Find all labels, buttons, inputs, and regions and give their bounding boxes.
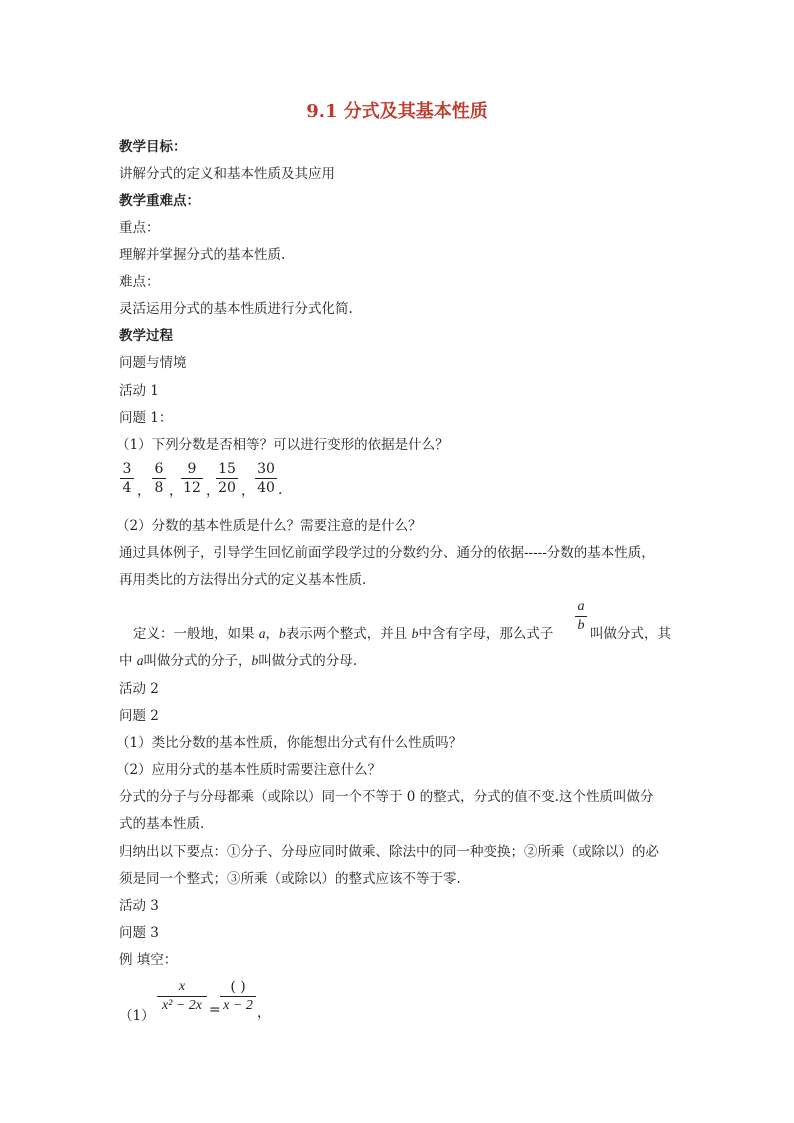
key-label: 重点： <box>119 220 160 236</box>
fraction-numerator: 9 <box>187 461 197 477</box>
variable-b: b <box>251 653 259 668</box>
fraction-2 <box>152 460 166 497</box>
question-2-label: 问题 2 <box>119 708 159 724</box>
definition-line-2 <box>119 649 357 669</box>
fraction-denominator: x² − 2x <box>161 998 203 1013</box>
definition-line-2-suffix: 叫做分式的分母. <box>258 653 358 669</box>
fraction-3 <box>181 460 203 497</box>
page-title: 9.1 分式及其基本性质 <box>306 101 488 122</box>
question-2-part-2: （2）应用分式的基本性质时需要注意什么？ <box>116 762 382 778</box>
question-1-label: 问题 1： <box>119 410 173 426</box>
variable-a: a <box>136 653 144 668</box>
fraction-separator: ， <box>206 483 220 499</box>
definition-line-2-middle: 叫做分式的分子， <box>143 653 252 669</box>
explanation-line-2: 再用类比的方法得出分式的定义基本性质. <box>119 572 367 588</box>
fraction-denominator: x − 2 <box>223 998 253 1013</box>
question-3-label: 问题 3 <box>119 925 159 941</box>
example-1-lhs-fraction <box>157 978 207 1015</box>
definition-middle: 表示两个整式，并且 <box>285 626 412 642</box>
fraction-denominator: 4 <box>122 480 132 496</box>
definition-suffix: 叫做分式，其 <box>590 626 671 642</box>
fraction-numerator: 3 <box>122 461 132 477</box>
question-1-part-2: （2）分数的基本性质是什么？需要注意的是什么？ <box>116 518 422 534</box>
definition-fraction <box>575 598 587 635</box>
question-2-part-1: （1）类比分数的基本性质，你能想出分式有什么性质吗？ <box>116 735 463 751</box>
key-text: 理解并掌握分式的基本性质. <box>119 247 286 263</box>
activity-2-label: 活动 2 <box>119 681 159 697</box>
fraction-numerator: ( ) <box>230 979 246 995</box>
fraction-numerator: 30 <box>257 461 275 477</box>
fraction-denominator: 20 <box>218 480 236 496</box>
explanation-line-1: 通过具体例子，引导学生回忆前面学段学过的分数约分、通分的依据-----分数的基本性质， <box>119 545 655 561</box>
activity-3-label: 活动 3 <box>119 898 159 914</box>
objectives-heading: 教学目标： <box>119 139 187 155</box>
fraction-numerator: 15 <box>218 461 236 477</box>
difficult-text: 灵活运用分式的基本性质进行分式化简. <box>119 301 353 317</box>
example-label: 例 填空： <box>119 952 178 968</box>
fraction-numerator: a <box>577 599 585 614</box>
activity-1-label: 活动 1 <box>119 383 159 399</box>
fraction-1 <box>120 460 134 497</box>
example-1-end: ， <box>257 1005 271 1021</box>
definition-line-2-prefix: 中 <box>119 653 137 669</box>
variable-b: b <box>279 626 286 641</box>
definition-comma: ， <box>265 626 280 642</box>
scenario-label: 问题与情境 <box>119 355 187 371</box>
variable-b: b <box>411 626 419 641</box>
fraction-denominator: 12 <box>183 480 201 496</box>
fraction-5 <box>255 460 277 497</box>
fraction-numerator: 6 <box>154 461 164 477</box>
property-line-2: 式的基本性质. <box>119 816 205 832</box>
fraction-4 <box>216 460 238 497</box>
variable-a: a <box>258 626 266 641</box>
fraction-numerator: x <box>178 979 186 994</box>
definition-prefix: 定义：一般地，如果 <box>133 626 259 642</box>
example-1-label: （1） <box>119 1008 155 1024</box>
process-heading: 教学过程 <box>119 328 173 344</box>
equals-sign: = <box>209 1002 221 1018</box>
fraction-denominator: b <box>577 618 585 633</box>
summary-line-2: 须是同一个整式；③所乘（或除以）的整式应该不等于零. <box>119 871 461 887</box>
key-points-heading: 教学重难点： <box>119 193 200 209</box>
fraction-separator: ， <box>241 483 255 499</box>
definition-line-1 <box>133 622 553 642</box>
summary-line-1: 归纳出以下要点：①分子、分母应同时做乘、除法中的同一种变换；②所乘（或除以）的必 <box>119 844 659 860</box>
fraction-end-period: . <box>278 482 283 498</box>
fraction-separator: ， <box>169 483 183 499</box>
difficult-label: 难点： <box>119 274 160 290</box>
definition-middle-2: 中含有字母，那么式子 <box>418 626 554 642</box>
question-1-part-1: （1）下列分数是否相等？可以进行变形的依据是什么？ <box>116 437 449 453</box>
example-1-rhs-fraction <box>220 978 256 1015</box>
fraction-denominator: 8 <box>154 480 164 496</box>
fraction-separator: ， <box>137 483 151 499</box>
property-line-1: 分式的分子与分母都乘（或除以）同一个不等于 0 的整式，分式的值不变.这个性质叫做分 <box>119 789 654 805</box>
objectives-text: 讲解分式的定义和基本性质及其应用 <box>119 166 335 182</box>
fraction-denominator: 40 <box>257 480 275 496</box>
